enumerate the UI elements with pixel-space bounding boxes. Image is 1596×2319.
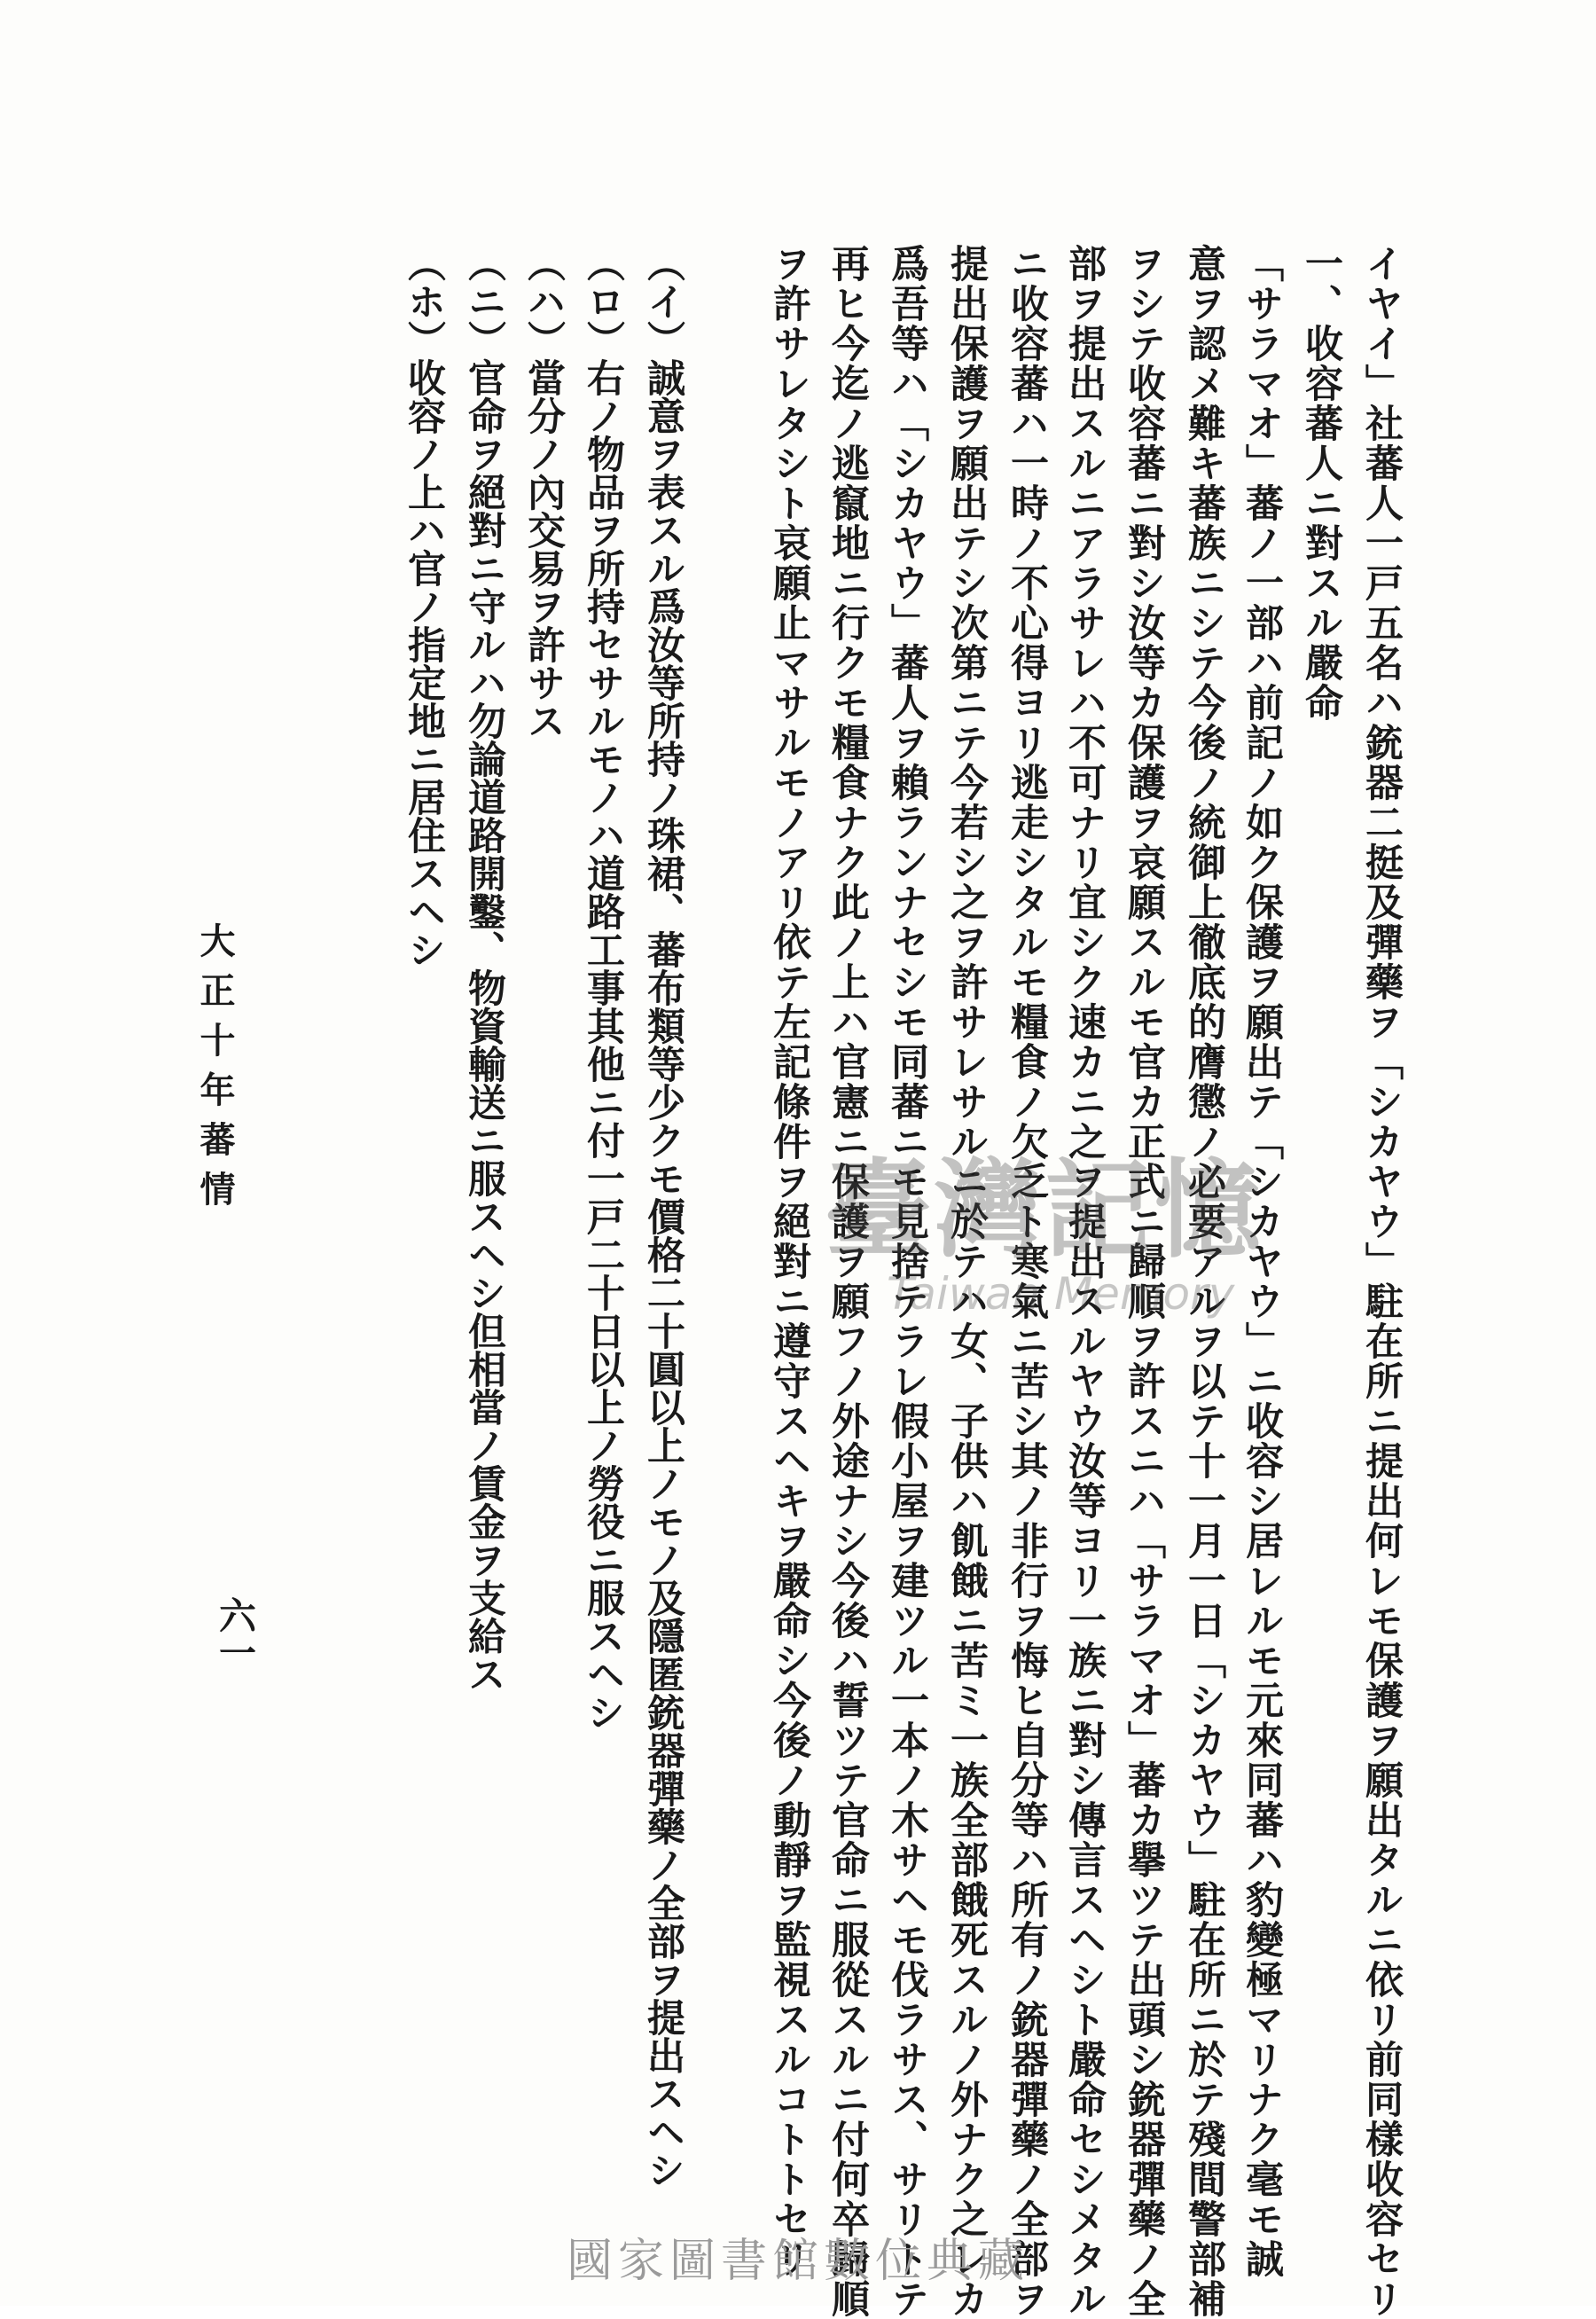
page-number: 六一 (214, 1596, 257, 1671)
text-column-11: ヲ許サレタシト哀願止マサルモノアリ依テ左記條件ヲ絕對ニ遵守スヘキヲ嚴命シ今後ノ動靜ヲ監視スルコトトセリ (767, 244, 811, 2279)
text-column-3: 「サラマオ」蕃ノ一部ハ前記ノ如ク保護ヲ願出テ「シカヤウ」ニ收容シ居レルモ元來同蕃ハ豹變極マリナク毫モ誠 (1240, 244, 1284, 2279)
watermark-subtitle: Taiwan Memory (887, 1268, 1235, 1320)
condition-item-i: （イ）誠意ヲ表スル爲汝等所持ノ珠裙、蕃布類等少クモ價格二十圓以上ノモノ及隱匿銃器彈藥ノ全部ヲ提出スヘシ (641, 244, 685, 2189)
watermark-title: 臺灣記憶 (825, 1148, 1264, 1273)
text-column-7: ニ收容蕃ハ一時ノ不心得ヨリ逃走シタルモ糧食ノ欠乏ト寒氣ニ苦シ其ノ非行ヲ悔ヒ自分等ハ所有ノ銃器彈藥ノ全部ヲ (1005, 244, 1049, 2319)
text-column-5: ヲシテ收容蕃ニ對シ汝等カ保護ヲ哀願スルモ官カ正式ニ歸順ヲ許スニハ「サラマオ」蕃カ擧ツテ出頭シ銃器彈藥ノ全 (1122, 244, 1166, 2319)
text-column-6: 部ヲ提出スルニアラサレハ不可ナリ宜シク速カニ之ヲ提出スルヤウ汝等ヨリ一族ニ對シ傳言スヘシト嚴命セシメタル (1062, 244, 1107, 2319)
footer-credit: 國家圖書館數位典藏 (566, 2235, 1029, 2288)
text-column-9: 爲吾等ハ「シカヤウ」蕃人ヲ賴ランナセシモ同蕃ニモ見捨テラレ假小屋ヲ建ツル一本ノ木サヘモ伐ラサス、サリトテ (885, 244, 929, 2319)
condition-item-ha: （ハ）當分ノ內交易ヲ許サス (521, 244, 566, 740)
text-column-1: イヤイ」社蕃人一戸五名ハ銃器二挺及彈藥ヲ「シカヤウ」駐在所ニ提出何レモ保護ヲ願出タルニ依リ前同樣收容セリ (1359, 244, 1404, 2319)
condition-item-ro: （ロ）右ノ物品ヲ所持セサルモノハ道路工事其他ニ付一戸二十日以上ノ勞役ニ服スヘシ (581, 244, 625, 1731)
text-column-8: 提出保護ヲ願出テシ次第ニテ今若シ之ヲ許サレサルニ於テハ女、子供ハ飢餓ニ苦ミ一族全部餓死スルノ外ナク之レカ (944, 244, 989, 2319)
text-column-4: 意ヲ認メ難キ蕃族ニシテ今後ノ統御上徹底的膺懲ノ必要アルヲ以テ十一月一日「シカヤウ」駐在所ニ於テ殘間警部補 (1182, 244, 1226, 2319)
section-heading: 一、收容蕃人ニ對スル嚴命 (1299, 244, 1343, 723)
text-column-10: 再ヒ今迄ノ逃竄地ニ行クモ糧食ナク此ノ上ハ官憲ニ保護ヲ願フノ外途ナシ今後ハ誓ツテ官命ニ服從スルニ付何卒歸順 (825, 244, 870, 2319)
condition-item-ni: （ニ）官命ヲ絕對ニ守ルハ勿論道路開鑿、物資輸送ニ服スヘシ但相當ノ賃金ヲ支給ス (462, 244, 506, 1693)
condition-item-ho: （ホ）收容ノ上ハ官ノ指定地ニ居住スヘシ (402, 244, 446, 968)
running-header: 大正十年蕃情 (194, 922, 236, 1220)
